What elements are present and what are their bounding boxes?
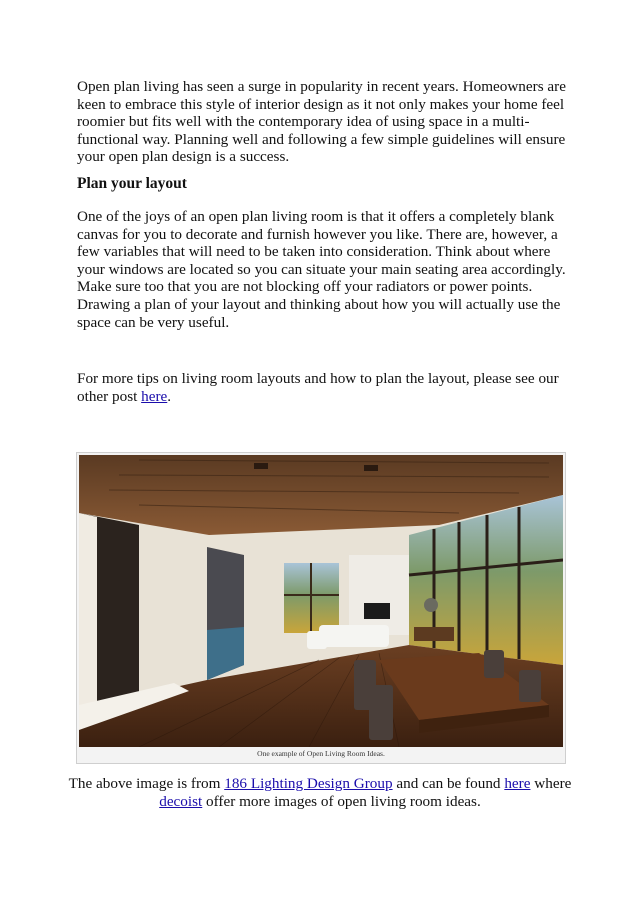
lighting-group-link[interactable]: 186 Lighting Design Group xyxy=(224,775,393,792)
credit-text-4: offer more images of open living room ideas. xyxy=(202,792,481,810)
decoist-link[interactable]: decoist xyxy=(159,792,203,810)
credit-paragraph xyxy=(60,775,580,810)
here-link[interactable]: here xyxy=(141,387,168,405)
intro-paragraph: Open plan living has seen a surge in popularity in recent years. Homeowners are keen to embrace this style of interior design as it not only makes your home feel roomier but fits well with the contemporary idea of using space in a multi-functional way. Planning well and following a few simple guidelines will ensure your open plan design is a success. xyxy=(77,78,566,166)
here-link-2[interactable]: here xyxy=(504,775,531,792)
credit-text-3: where xyxy=(530,775,572,792)
living-room-photo xyxy=(79,455,563,747)
credit-text-1: The above image is from xyxy=(68,775,225,792)
more-tips-paragraph xyxy=(77,370,567,405)
section-heading: Plan your layout xyxy=(77,175,187,192)
living-room-figure xyxy=(76,452,566,764)
layout-paragraph: One of the joys of an open plan living room is that it offers a completely blank canvas for you to decorate and furnish however you like. There are, however, a few variables that will need to be taken into consideration. Think about where your windows are located so you can situate your main seating area accordingly. Make sure too that you are not blocking off your radiators or power points. Drawing a plan of your layout and thinking about how you will actually use the space can be very useful. xyxy=(77,208,566,331)
figure-caption: One example of Open Living Room Ideas. xyxy=(257,749,385,758)
more-tips-text: For more tips on living room layouts and how to plan the layout, please see our other post xyxy=(77,370,559,405)
credit-text-2: and can be found xyxy=(392,775,505,792)
more-tips-end: . xyxy=(167,387,172,405)
